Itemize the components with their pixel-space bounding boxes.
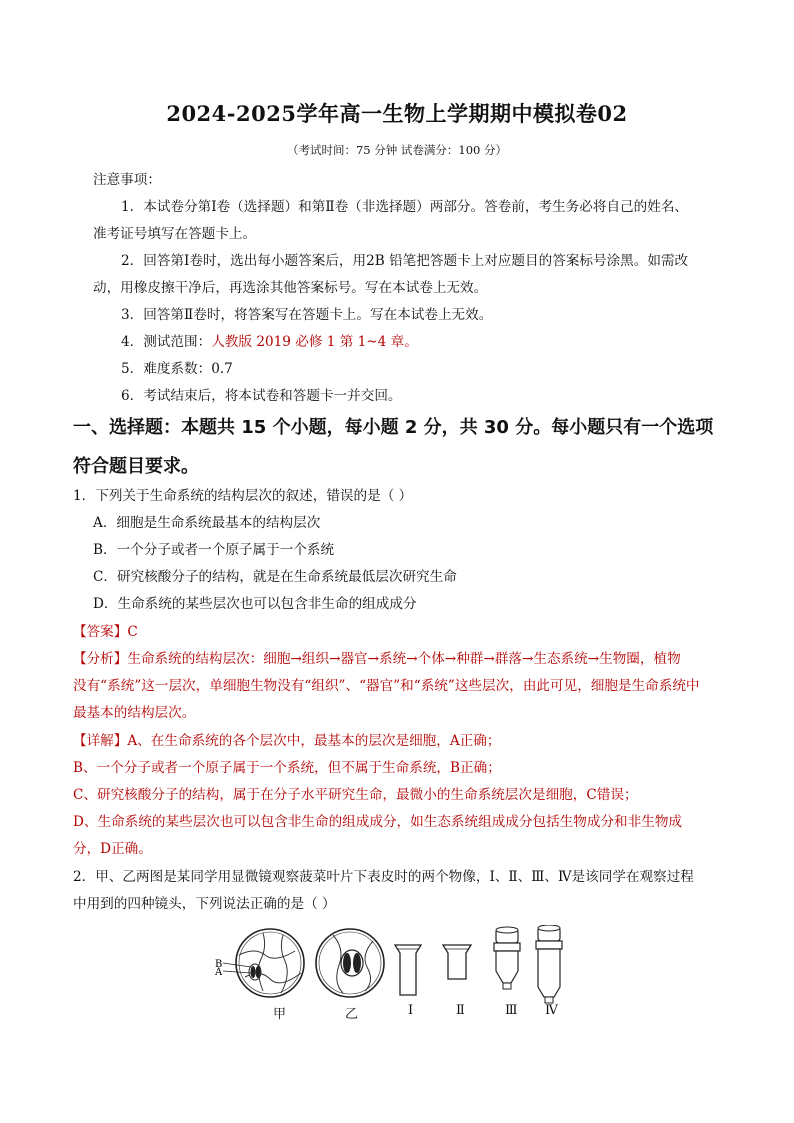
lens-i-icon (395, 945, 421, 995)
question-1-option-d: D．生命系统的某些层次也可以包含非生命的组成成分 (93, 596, 417, 612)
notice-heading: 注意事项： (93, 172, 161, 188)
caption-lens-iv: Ⅳ (545, 1003, 558, 1018)
notice-item-1-line-1: 1．本试卷分第Ⅰ卷（选择题）和第Ⅱ卷（非选择题）两部分。答卷前，考生务必将自己的姓名、 (121, 199, 689, 215)
notice-item-3: 3．回答第Ⅱ卷时，将答案写在答题卡上。写在本试卷上无效。 (121, 307, 493, 323)
caption-yi: 乙 (345, 1007, 359, 1022)
notice-item-2-line-1: 2．回答第Ⅰ卷时，选出每小题答案后，用2B 铅笔把答题卡上对应题目的答案标号涂黑。如需改 (121, 253, 689, 269)
question-1-stem: 1．下列关于生命系统的结构层次的叙述，错误的是（ ） (73, 488, 413, 504)
lens-iv-icon (536, 925, 562, 1003)
notice-item-4 (121, 332, 418, 352)
caption-lens-iii: Ⅲ (505, 1003, 518, 1018)
caption-lens-ii: Ⅱ (456, 1003, 465, 1018)
test-range: 人教版 2019 必修 1 第 1~4 章。 (211, 334, 418, 350)
question-1-analysis-line-2: 没有“系统”这一层次，单细胞生物没有“组织”、“器官”和“系统”这些层次，由此可见，细胞是生命系统中 (73, 678, 700, 694)
notice-item-4-prefix: 4．测试范围： (121, 334, 212, 350)
notice-item-5: 5．难度系数：0.7 (121, 361, 233, 377)
notice-item-6: 6．考试结束后，将本试卷和答题卡一并交回。 (121, 388, 402, 404)
question-2-stem-line-2: 中用到的四种镜头，下列说法正确的是（ ） (73, 896, 336, 912)
lens-ii-icon (443, 945, 471, 979)
page-title: 2024-2025学年高一生物上学期期中模拟卷02 (166, 101, 628, 126)
question-1-analysis-line-1: 【分析】生命系统的结构层次：细胞→组织→器官→系统→个体→种群→群落→生态系统→生物圈，植物 (73, 651, 681, 667)
notice-item-1-line-2: 准考证号填写在答题卡上。 (93, 226, 257, 242)
question-1-answer: 【答案】C (73, 624, 138, 640)
notice-item-2-line-2: 动，用橡皮擦干净后，再选涂其他答案标号。写在本试卷上无效。 (93, 280, 488, 296)
caption-lens-i: Ⅰ (408, 1003, 414, 1018)
question-1-option-c: C．研究核酸分子的结构，就是在生命系统最低层次研究生命 (93, 569, 457, 585)
section-heading-line-1: 一、选择题：本题共 15 个小题，每小题 2 分，共 30 分。每小题只有一个选项 (73, 417, 714, 438)
question-1-analysis-line-3: 最基本的结构层次。 (73, 705, 196, 721)
question-1-detail-line-4: D、生命系统的某些层次也可以包含非生命的组成成分，如生态系统组成成分包括生物成分和非生物成 (73, 814, 683, 830)
question-1-detail-line-2: B、一个分子或者一个原子属于一个系统，但不属于生命系统，B正确； (73, 760, 501, 776)
question-1-detail-line-1: 【详解】A、在生命系统的各个层次中，最基本的层次是细胞，A正确； (73, 733, 501, 749)
exam-info: （考试时间：75 分钟 试卷满分：100 分） (286, 143, 508, 157)
question-1-detail-line-3: C、研究核酸分子的结构，属于在分子水平研究生命，最微小的生命系统层次是细胞，C错误； (73, 787, 638, 803)
label-a: A (215, 967, 223, 978)
question-2-stem-line-1: 2．甲、乙两图是某同学用显微镜观察菠菜叶片下表皮时的两个物像，Ⅰ、Ⅱ、Ⅲ、Ⅳ是该同学在观察过程 (73, 869, 694, 885)
caption-jia: 甲 (273, 1007, 287, 1022)
label-b: B (215, 959, 223, 970)
view-yi-image (316, 929, 384, 997)
microscope-figure (215, 925, 595, 1025)
question-1-detail-line-5: 分，D正确。 (73, 841, 152, 857)
lens-iii-icon (494, 927, 520, 989)
section-heading-line-2: 符合题目要求。 (73, 456, 199, 477)
question-1-option-a: A．细胞是生命系统最基本的结构层次 (93, 515, 321, 531)
question-1-option-b: B．一个分子或者一个原子属于一个系统 (93, 542, 335, 558)
view-jia-image (236, 929, 304, 997)
